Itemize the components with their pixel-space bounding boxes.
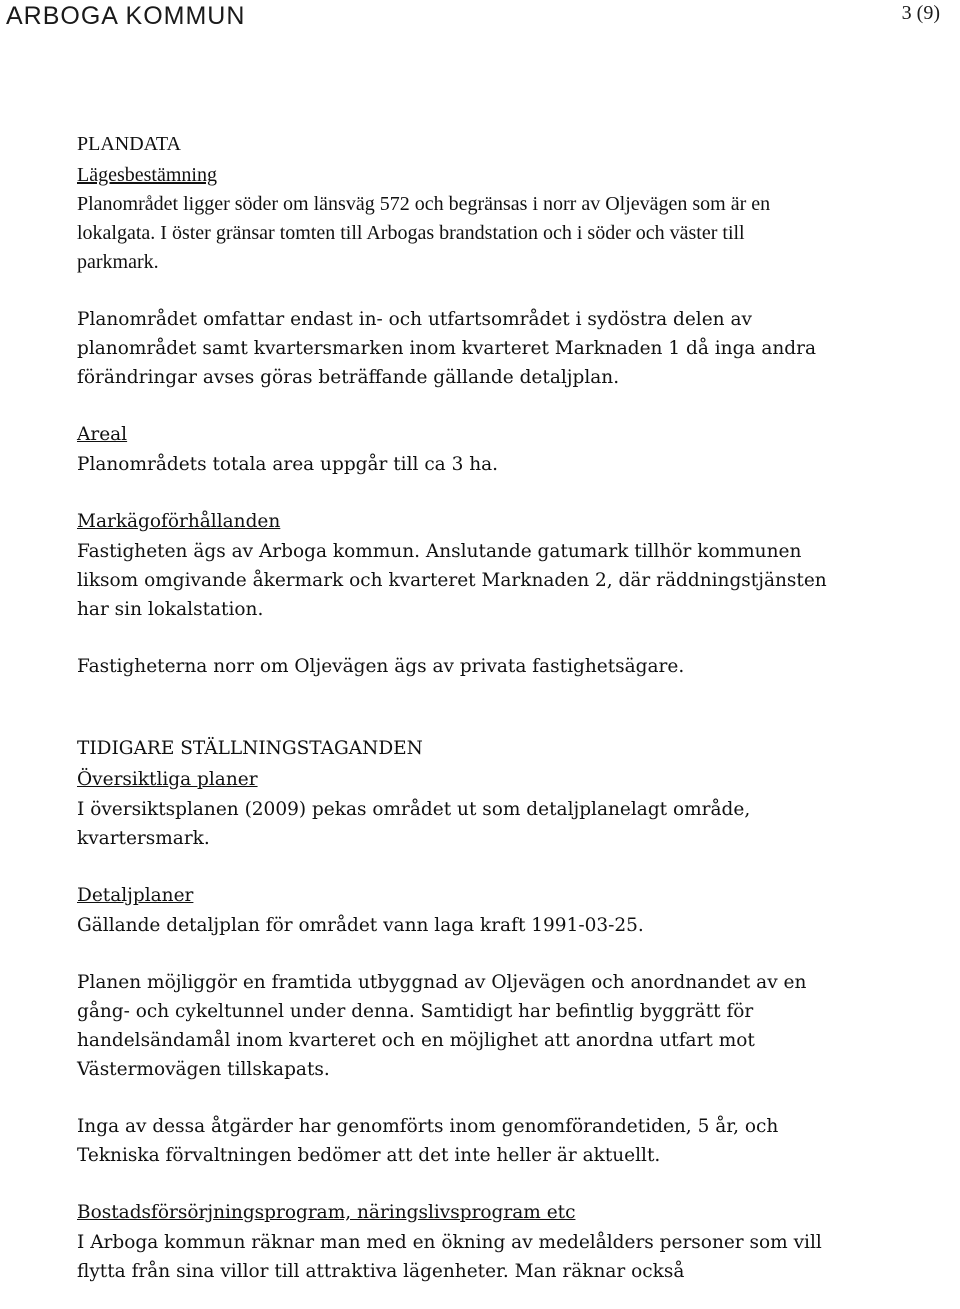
lagesbestamning-heading: Lägesbestämning	[77, 164, 217, 186]
tidigare-heading: TIDIGARE STÄLLNINGSTAGANDEN	[77, 738, 423, 759]
page-number: 3 (9)	[901, 2, 940, 24]
plandata-block	[77, 128, 907, 277]
bostad-heading: Bostadsförsörjningsprogram, näringslivsprogram etc	[77, 1202, 576, 1223]
markagoforhallanden-heading: Markägoförhållanden	[77, 511, 281, 532]
bostad-paragraph: I Arboga kommun räknar man med en ökning av medelålders personer som vill flytta från sina villor till attraktiva lägenheter. Man räknar också	[77, 1232, 822, 1282]
document-body	[77, 128, 907, 1286]
plandata-heading: PLANDATA	[77, 133, 181, 155]
omfattning-paragraph: Planområdet omfattar endast in- och utfartsområdet i sydöstra delen av planområdet samt kvartersmarken inom kvarteret Marknaden 1 då inga andra förändringar avses göras beträffande gällande detaljplan.	[77, 309, 816, 388]
oversiktliga-heading: Översiktliga planer	[77, 769, 258, 790]
inga-paragraph: Inga av dessa åtgärder har genomförts inom genomförandetiden, 5 år, och Tekniska förvaltningen bedömer att det inte heller är aktuellt.	[77, 1116, 779, 1166]
fastigheterna-paragraph: Fastigheterna norr om Oljevägen ägs av privata fastighetsägare.	[77, 656, 685, 677]
plandata-details-block	[77, 277, 907, 1286]
areal-paragraph: Planområdets totala area uppgår till ca 3 ha.	[77, 454, 499, 475]
detaljplaner-paragraph: Gällande detaljplan för området vann laga kraft 1991-03-25.	[77, 915, 644, 936]
areal-heading: Areal	[77, 424, 128, 445]
planen-paragraph: Planen möjliggör en framtida utbyggnad av Oljevägen och anordnandet av en gång- och cykeltunnel under denna. Samtidigt har befintlig byggrätt för handelsändamål inom kvarteret och en möjlighet att anordna utfart mot Västermovägen tillskapats.	[77, 972, 807, 1080]
oversiktliga-paragraph: I översiktsplanen (2009) pekas området ut som detaljplanelagt område, kvartersmark.	[77, 799, 751, 849]
detaljplaner-heading: Detaljplaner	[77, 885, 194, 906]
arboga-kommun-logo: ARBOGA KOMMUN	[6, 2, 246, 30]
markagoforhallanden-paragraph: Fastigheten ägs av Arboga kommun. Anslutande gatumark tillhör kommunen liksom omgivande åkermark och kvarteret Marknaden 2, där räddningstjänsten har sin lokalstation.	[77, 541, 827, 620]
lagesbestamning-paragraph: Planområdet ligger söder om länsväg 572 och begränsas i norr av Oljevägen som är en lokalgata. I öster gränsar tomten till Arbogas brandstation och i söder och väster till parkmark.	[77, 193, 771, 273]
